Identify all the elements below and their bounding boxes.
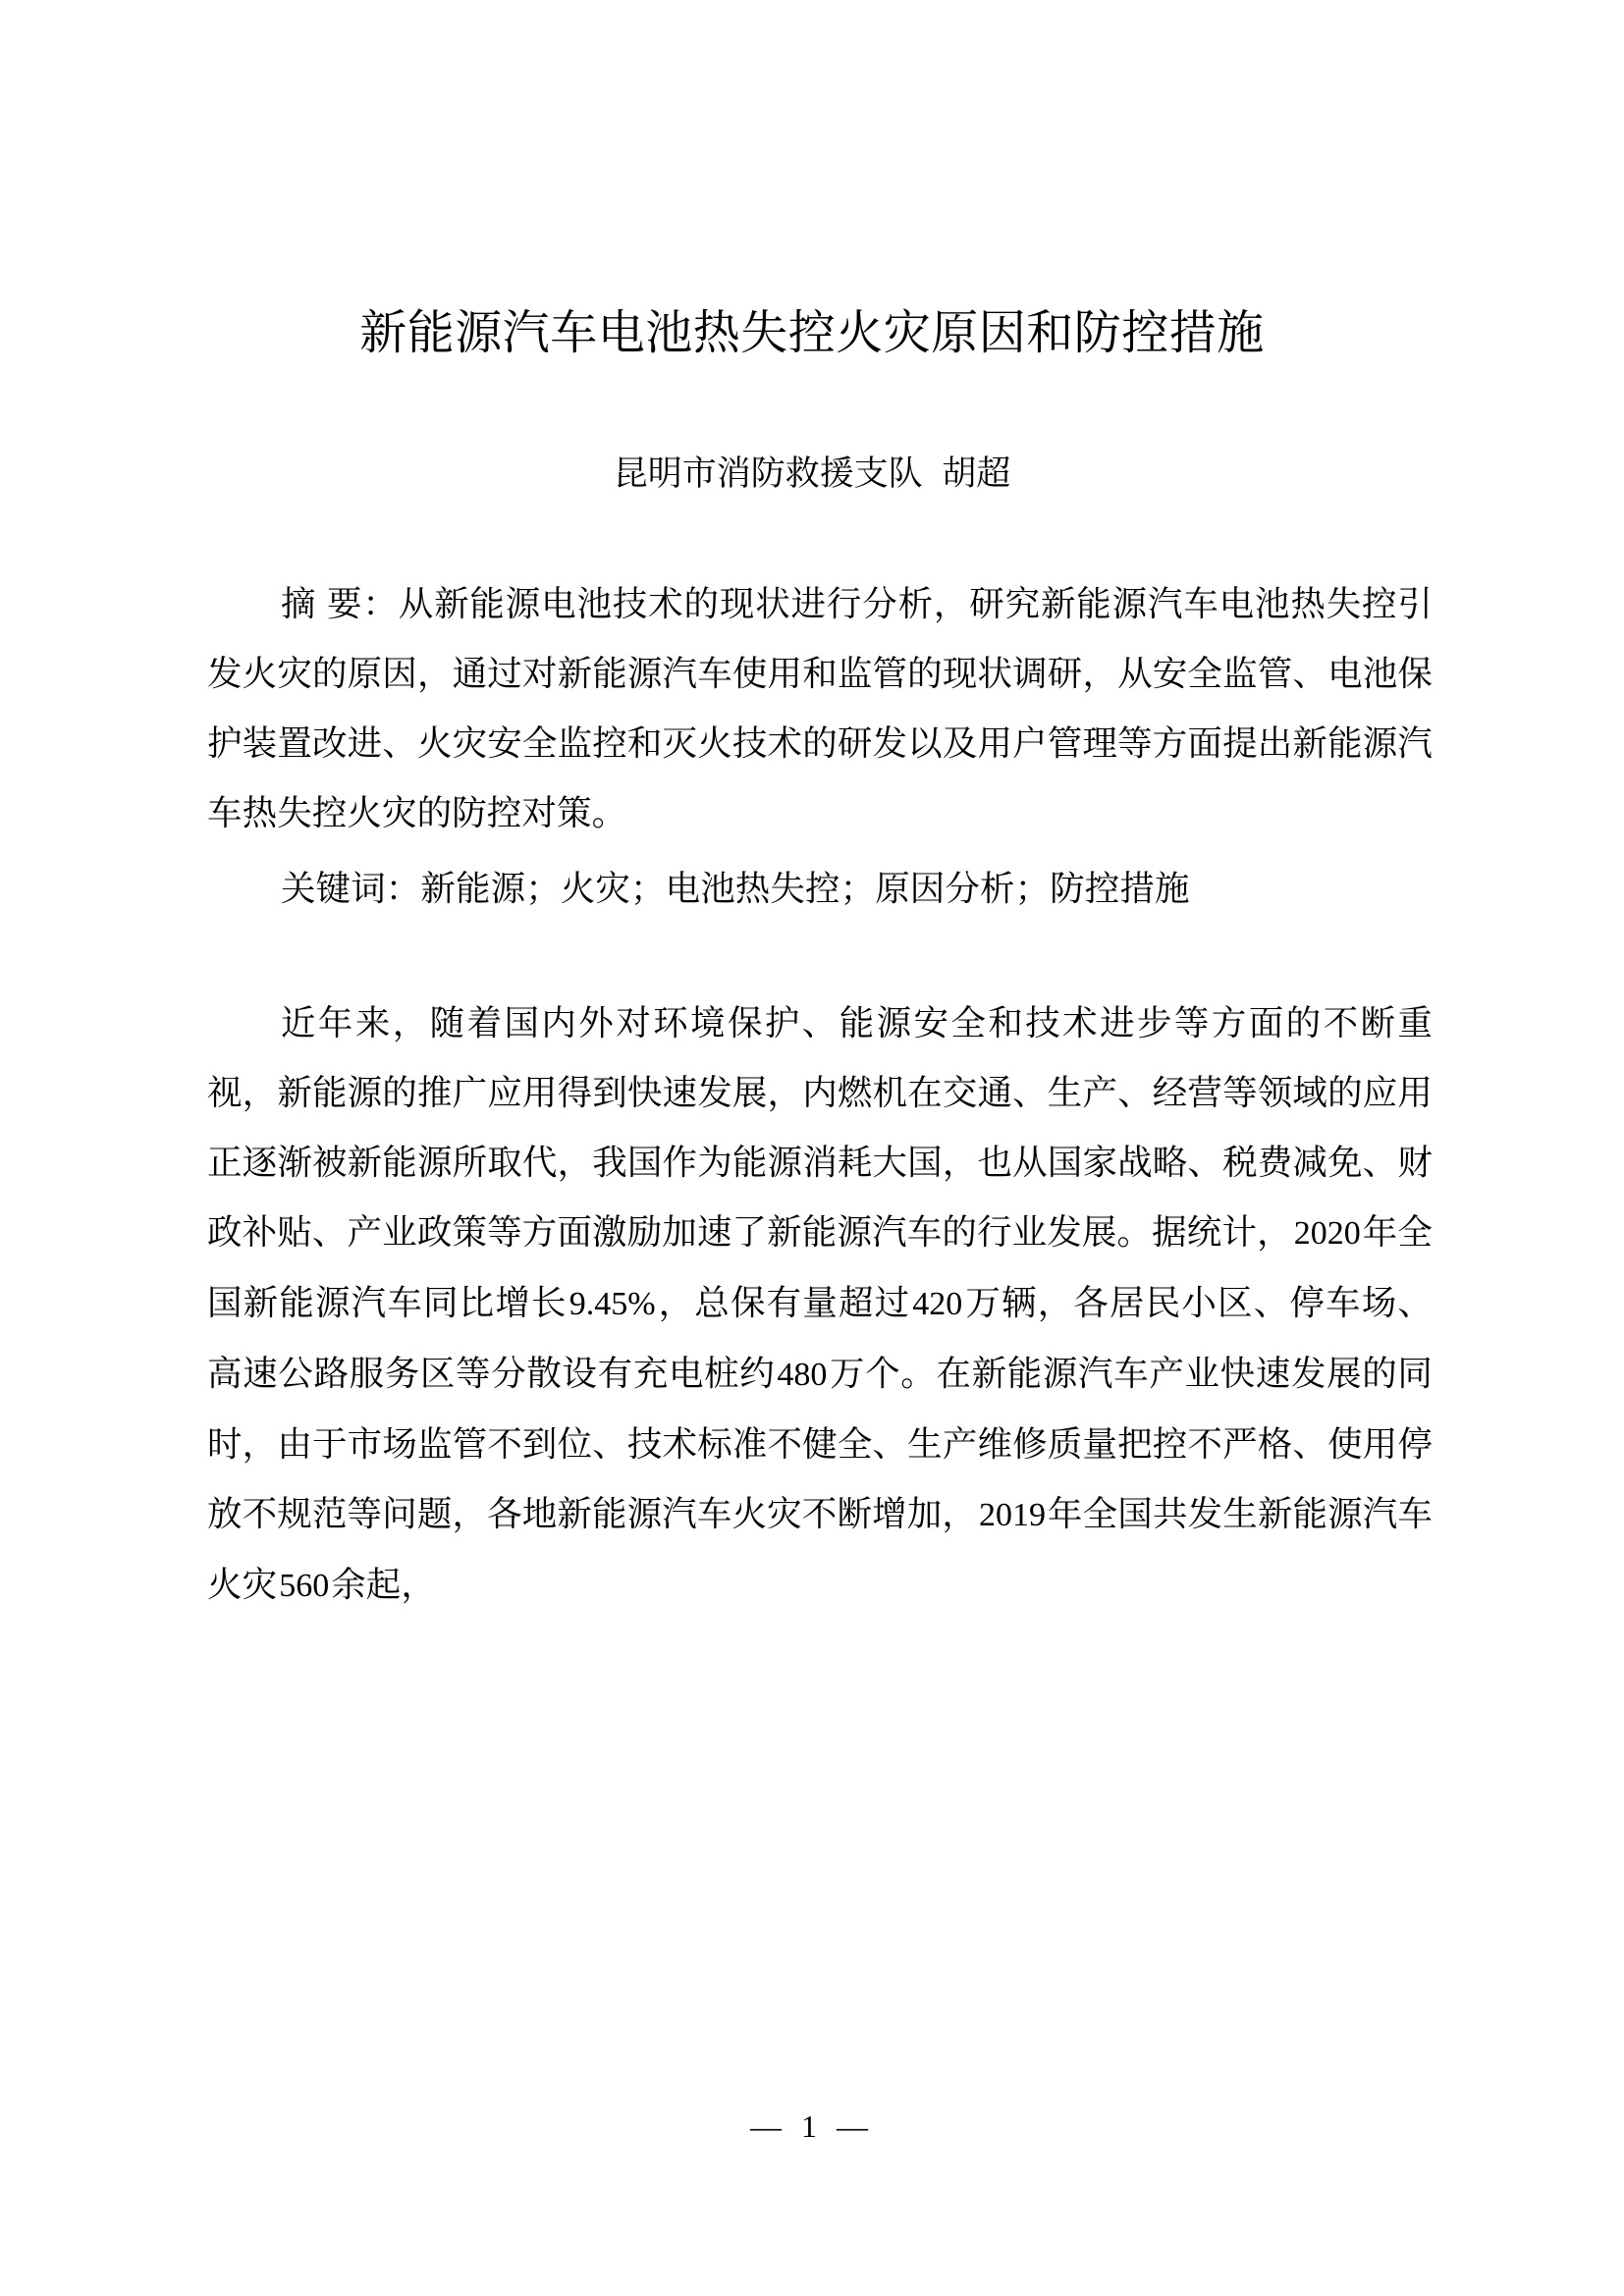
body-text-c: ，总保有量超过 [657,1283,911,1322]
body-text-e: 万个。在新能源汽车产业快速发展的同时，由于市场监管不到位、技术标准不健全、生产维修质量把控不严格、使用停放不规范等问题，各地新能源汽车火灾不断增加， [207,1354,1433,1533]
abstract-paragraph: 摘 要：从新能源电池技术的现状进行分析，研究新能源汽车电池热失控引发火灾的原因，通过对新能源汽车使用和监管的现状调研，从安全监管、电池保护装置改进、火灾安全监控和灭火技术的研发以及用户管理等方面提出新能源汽车热失控火灾的防控对策。 [207,584,1433,832]
stat-ownership-420: 420 [912,1286,963,1322]
body-text-a: 近年来，随着国内外对环境保护、能源安全和技术进步等方面的不断重视，新能源的推广应用得到快速发展，内燃机在交通、生产、经营等领域的应用正逐渐被新能源所取代，我国作为能源消耗大国，也从国家战略、税费减免、财政补贴、产业政策等方面激励加速了新能源汽车的行业发展。据统计， [207,1003,1433,1252]
document-body [207,569,1433,1621]
page-title: 新能源汽车电池热失控火灾原因和防控措施 [359,307,1265,360]
body-text-g: 余起， [331,1565,437,1604]
stat-chargers-480: 480 [777,1357,828,1393]
body-text-f: 年全国共发生新能源汽车火灾 [207,1494,1433,1604]
body-text-d: 万辆，各居民小区、停车场、高速公路服务区等分散设有充电桩约 [207,1283,1433,1393]
author-line: 昆明市消防救援支队 胡超 [613,454,1011,493]
stat-year-2019: 2019 [979,1497,1046,1533]
stat-fires-560: 560 [279,1568,330,1604]
keywords-paragraph: 关键词：新能源；火灾；电池热失控；原因分析；防控措施 [281,869,1190,908]
body-text-b: 年全国新能源汽车同比增长 [207,1212,1433,1322]
stat-year-2020: 2020 [1293,1215,1361,1252]
section-spacer [207,924,1433,988]
stat-growth-percent: 9.45% [568,1286,656,1322]
body-paragraph-1 [207,988,1433,1621]
page-number: — 1 — [750,2109,874,2144]
